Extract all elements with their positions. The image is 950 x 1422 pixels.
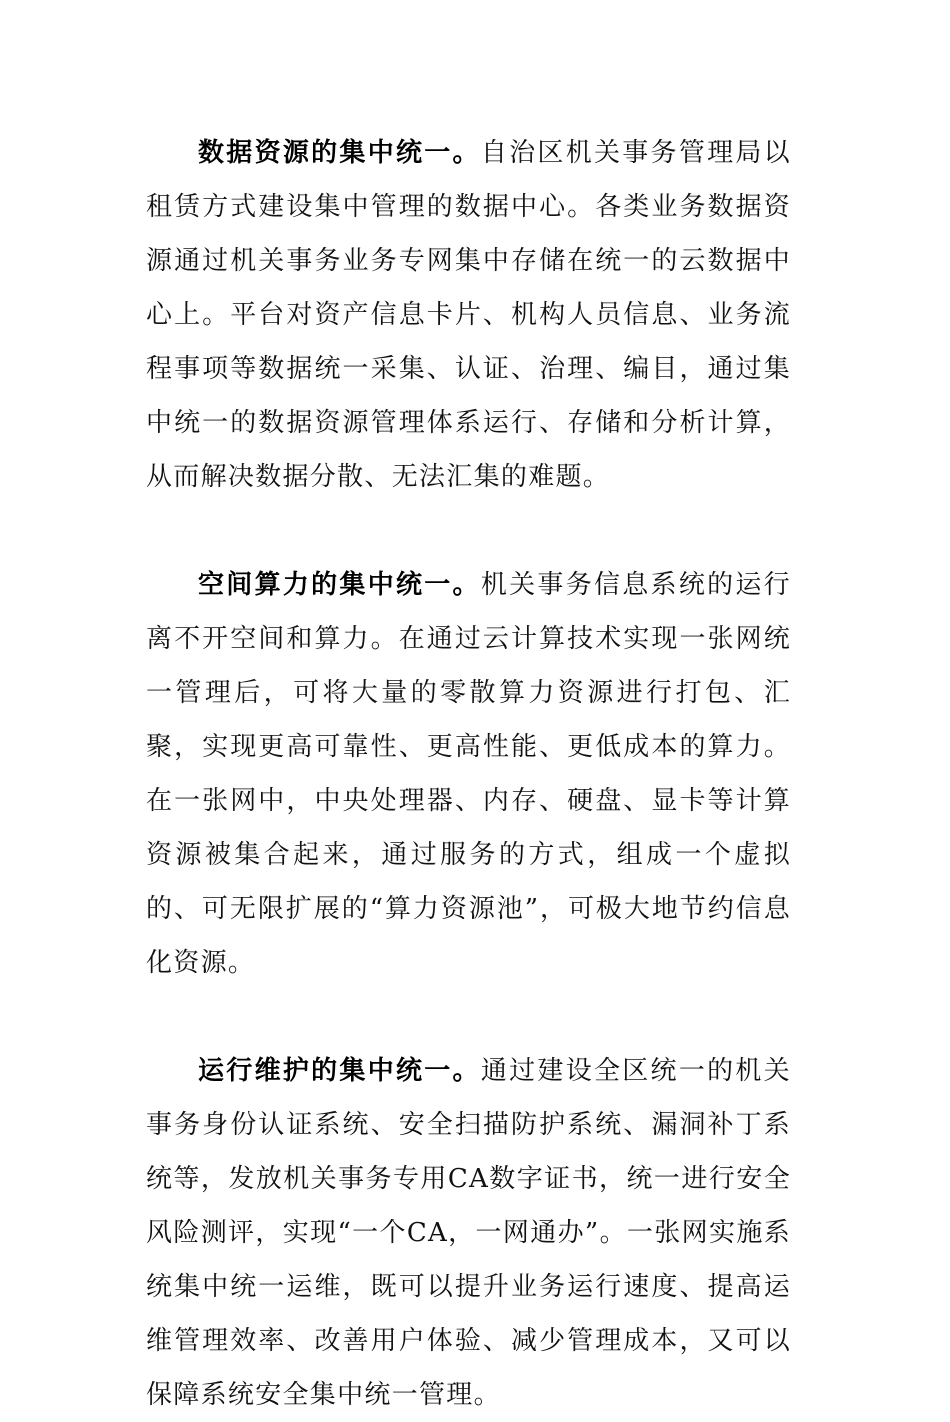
paragraph-body: 自治区机关事务管理局以租赁方式建设集中管理的数据中心。各类业务数据资源通过机关事务业务专网集中存储在统一的云数据中心上。平台对资产信息卡片、机构人员信息、业务流程事项等数据统一采集、认证、治理、编目，通过集中统一的数据资源管理体系运行、存储和分析计算，从而解决数据分散、无法汇集的难题。 [146, 138, 791, 492]
paragraph-heading: 数据资源的集中统一。 [198, 138, 481, 168]
paragraph-heading: 运行维护的集中统一。 [198, 1056, 481, 1086]
paragraph-data-resources [146, 126, 791, 504]
paragraph-computing-power [146, 558, 791, 990]
paragraph-operations-maintenance [146, 1044, 791, 1422]
paragraph-heading: 空间算力的集中统一。 [198, 570, 481, 600]
paragraph-body: 机关事务信息系统的运行离不开空间和算力。在通过云计算技术实现一张网统一管理后，可将大量的零散算力资源进行打包、汇聚，实现更高可靠性、更高性能、更低成本的算力。在一张网中，中央处理器、内存、硬盘、显卡等计算资源被集合起来，通过服务的方式，组成一个虚拟的、可无限扩展的“算力资源池”，可极大地节约信息化资源。 [146, 570, 791, 978]
document-page [146, 126, 791, 1422]
paragraph-body: 通过建设全区统一的机关事务身份认证系统、安全扫描防护系统、漏洞补丁系统等，发放机关事务专用CA数字证书，统一进行安全风险测评，实现“一个CA，一网通办”。一张网实施系统集中统一运维，既可以提升业务运行速度、提高运维管理效率、改善用户体验、减少管理成本，又可以保障系统安全集中统一管理。 [146, 1056, 791, 1410]
